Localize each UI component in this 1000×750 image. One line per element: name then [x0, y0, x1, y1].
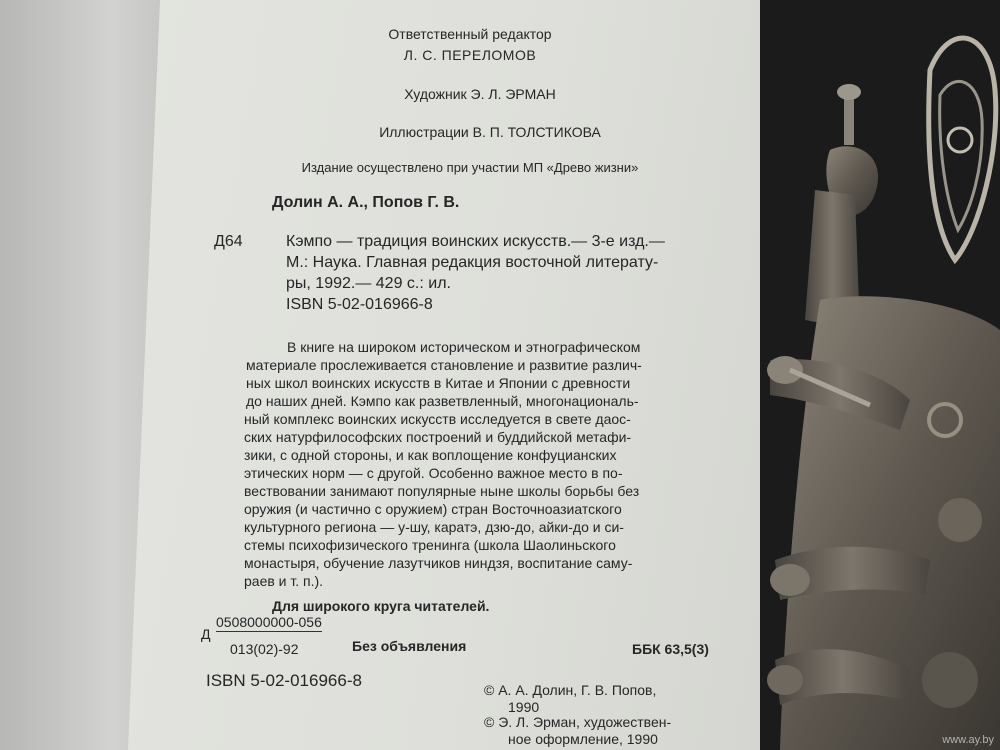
- annotation-line: до наших дней. Кэмпо как разветвленный, многонациональ-: [246, 393, 639, 409]
- authors-heading: Долин А. А., Попов Г. В.: [272, 194, 460, 211]
- annotation-line: стемы психофизического тренинга (школа Шаолиньского: [244, 537, 616, 553]
- catalog-line: М.: Наука. Главная редакция восточной литерату-: [286, 254, 659, 271]
- artist-credit: Художник Э. Л. ЭРМАН: [404, 86, 556, 102]
- copyright-line: © Э. Л. Эрман, художествен-: [484, 714, 672, 730]
- statue-illustration: [760, 0, 1000, 750]
- catalog-code: Д64: [214, 233, 243, 250]
- catalog-isbn: ISBN 5-02-016966-8: [286, 296, 433, 313]
- imprint-isbn: ISBN 5-02-016966-8: [206, 671, 362, 690]
- annotation-line: зики, с одной стороны, и как воплощение конфуцианских: [244, 447, 617, 463]
- imprint-d-letter: Д: [201, 626, 211, 642]
- copyright-line: 1990: [508, 699, 540, 715]
- editor-label: Ответственный редактор: [388, 26, 552, 42]
- audience-line: Для широкого круга читателей.: [272, 598, 490, 614]
- copyright-line: © А. А. Долин, Г. В. Попов,: [484, 682, 657, 698]
- imprint-numerator: 0508000000-056: [216, 614, 322, 630]
- catalog-line: Кэмпо — традиция воинских искусств.— 3-е изд.—: [286, 233, 665, 250]
- annotation-line: раев и т. п.).: [244, 573, 324, 589]
- annotation-line: вествовании занимают популярные ныне школы борьбы без: [244, 483, 640, 499]
- annotation-line: ный комплекс воинских искусств исследуется в свете даос-: [244, 411, 631, 427]
- annotation-line: В книге на широком историческом и этнографическом: [287, 339, 641, 355]
- editor-name: Л. С. ПЕРЕЛОМОВ: [403, 47, 537, 63]
- annotation-line: этических норм — с другой. Особенно важное место в по-: [244, 465, 623, 481]
- imprint-bbk: ББК 63,5(3): [632, 641, 709, 657]
- publisher-note: Издание осуществлено при участии МП «Древо жизни»: [301, 160, 639, 175]
- imprint-no-ads: Без объявления: [352, 638, 467, 654]
- annotation-line: оружия (и частично с оружием) стран Восточноазиатского: [244, 501, 622, 517]
- catalog-line: ры, 1992.— 429 с.: ил.: [286, 275, 451, 292]
- watermark-text: www.ay.by: [942, 734, 994, 746]
- annotation-line: ских натурфилософских построений и буддийской метафи-: [244, 429, 632, 445]
- copyright-line: ное оформление, 1990: [508, 731, 658, 747]
- imprint-denominator: 013(02)-92: [230, 641, 299, 657]
- annotation-line: монастыря, обучение лазутчиков ниндзя, воспитание саму-: [244, 555, 633, 571]
- illustrations-credit: Иллюстрации В. П. ТОЛСТИКОВА: [379, 124, 601, 140]
- annotation-line: ных школ воинских искусств в Китае и Японии с древности: [246, 375, 631, 391]
- statue-photograph: [760, 0, 1000, 750]
- annotation-line: культурного региона — у-шу, каратэ, дзю-до, айки-до и си-: [244, 519, 624, 535]
- annotation-line: материале прослеживается становление и развитие различ-: [246, 357, 642, 373]
